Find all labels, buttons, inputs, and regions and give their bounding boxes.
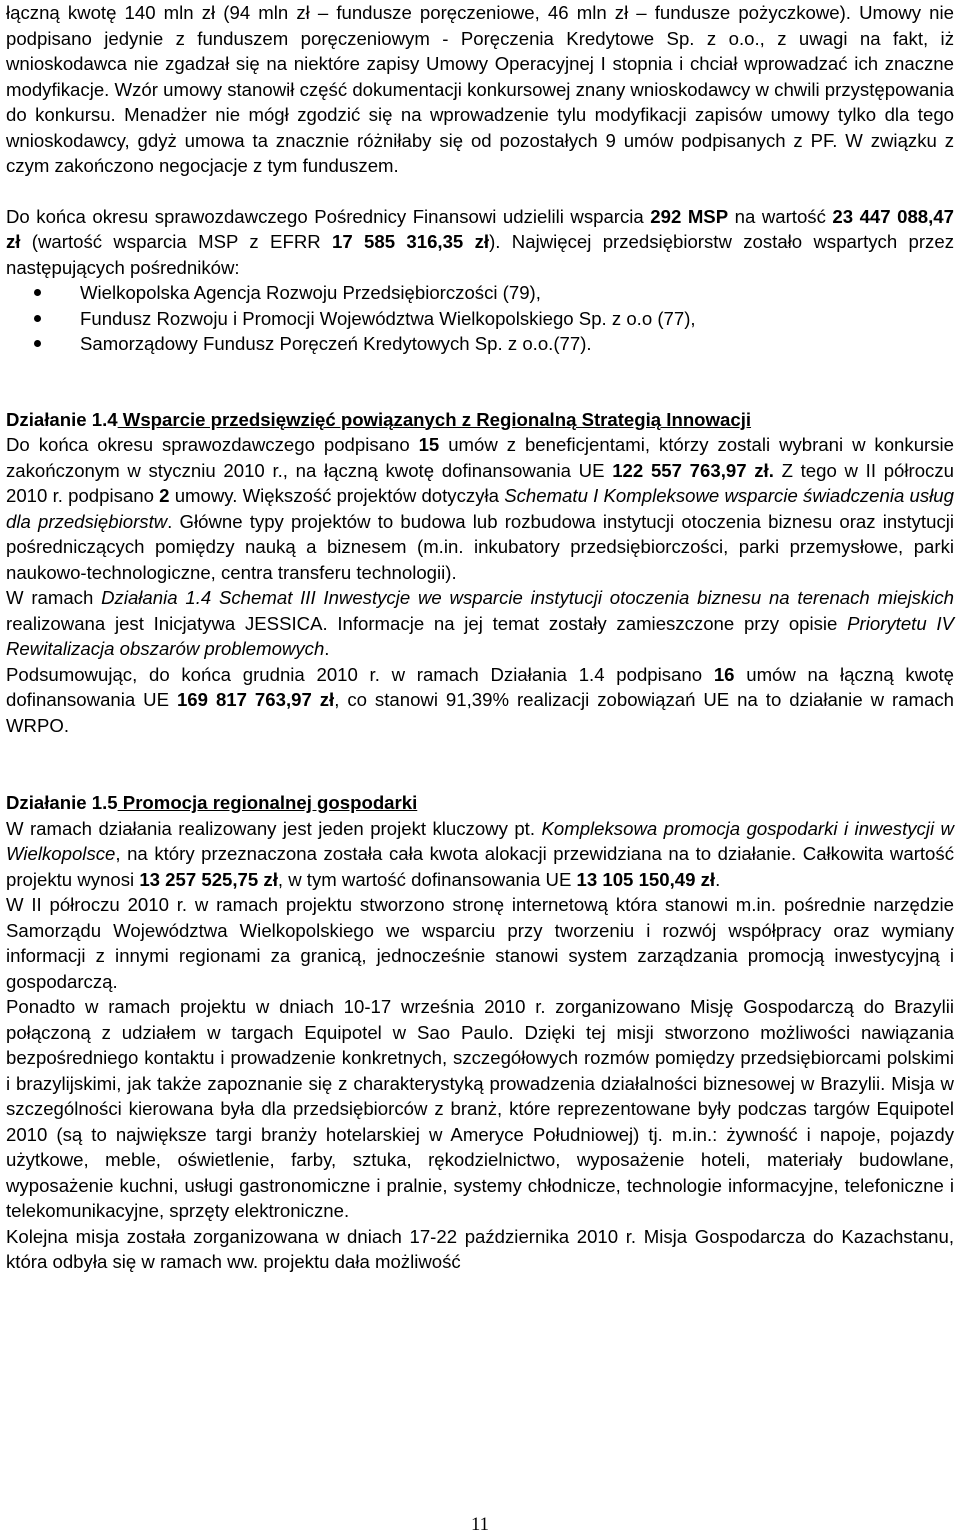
intermediaries-list (6, 280, 954, 357)
list-item: Samorządowy Fundusz Poręczeń Kredytowych Sp. z o.o.(77). (6, 331, 954, 357)
paragraph-1-4-jessica: W ramach Działania 1.4 Schemat III Inwestycje we wsparcie instytucji otoczenia biznesu na terenach miejskich realizowana jest Inicjatywa JESSICA. Informacje na jej temat zostały zamieszczone przy opisie Priorytetu IV Rewitalizacja obszarów problemowych. (6, 587, 954, 659)
paragraph-1-5-website: W II półroczu 2010 r. w ramach projektu stworzono stronę internetową która stanowi m.in. pośrednie narzędzie Samorządu Województwa Wielkopolskiego we wsparciu przy tworzeniu i rozwój współpracy oraz wymiany informacji z innymi regionami za granicą, jednocześnie stanowi system zarządzania promocją inwestycyjną i gospodarczą. (6, 894, 954, 992)
paragraph-1-5-project: W ramach działania realizowany jest jeden projekt kluczowy pt. Kompleksowa promocja gospodarki i inwestycji w Wielkopolsce, na który przeznaczona została cała kwota alokacji przewidziana na to działanie. Całkowita wartość projektu wynosi 13 257 525,75 zł, w tym wartość dofinansowania UE 13 105 150,49 zł. (6, 817, 954, 890)
section-heading-1-5: Działanie 1.5 Promocja regionalnej gospodarki (6, 792, 418, 813)
paragraph-1-5-brazil-mission: Ponadto w ramach projektu w dniach 10-17 września 2010 r. zorganizowano Misję Gospodarczą do Brazylii połączoną z udziałem w targach Equipotel w Sao Paulo. Dzięki tej misji stworzono możliwości nawiązania bezpośredniego kontaktu i prowadzenie konkretnych, szczegółowych rozmów pomiędzy przedsiębiorcami polskimi i brazylijskimi, jak także zapoznanie się z charakterystyką prowadzenia działalności biznesowej w Brazylii. Misja w szczególności kierowana była dla przedsiębiorców z branż, które reprezentowane były podczas targów Equipotel 2010 (są to największe targi branży hotelarskiej w Ameryce Południowej) tj. m.in.: żywność i napoje, pojazdy użytkowe, meble, oświetlenie, farby, sztuka, rękodzielnictwo, wyposażenie hoteli, materiały budowlane, wyposażenie kuchni, usługi gastronomiczne i pralnie, systemy chłodnicze, technologie informacyjne, telefoniczne i telekomunikacyjne, sprzęty elektroniczne. (6, 996, 954, 1221)
list-item: Fundusz Rozwoju i Promocji Województwa Wielkopolskiego Sp. z o.o (77), (6, 306, 954, 332)
paragraph-intermediaries-support: Do końca okresu sprawozdawczego Pośrednicy Finansowi udzielili wsparcia 292 MSP na wartość 23 447 088,47 zł (wartość wsparcia MSP z EFRR 17 585 316,35 zł). Najwięcej przedsiębiorstw zostało wspartych przez następujących pośredników: (6, 205, 954, 278)
paragraph-1-4-contracts: Do końca okresu sprawozdawczego podpisano 15 umów z beneficjentami, którzy zostali wybrani w konkursie zakończonym w styczniu 2010 r., na łączną kwotę dofinansowania UE 122 557 763,97 zł. Z tego w II półroczu 2010 r. podpisano 2 umowy. Większość projektów dotyczyła Schematu I Kompleksowe wsparcie świadczenia usług dla przedsiębiorstw. Główne typy projektów to budowa lub rozbudowa instytucji otoczenia biznesu oraz instytucji pośredniczących pomiędzy nauką a biznesem (m.in. inkubatory przedsiębiorczości, parki przemysłowe, parki naukowo-technologiczne, centra transferu technologii). (6, 434, 955, 583)
document-page (6, 0, 954, 1275)
list-item: Wielkopolska Agencja Rozwoju Przedsiębiorczości (79), (6, 280, 954, 306)
paragraph-1-5-kazakhstan-mission: Kolejna misja została zorganizowana w dniach 17-22 października 2010 r. Misja Gospodarcza do Kazachstanu, która odbyła się w ramach ww. projektu dała możliwość (6, 1225, 954, 1272)
page-number: 11 (471, 1514, 489, 1535)
paragraph-1-4-summary: Podsumowując, do końca grudnia 2010 r. w ramach Działania 1.4 podpisano 16 umów na łączną kwotę dofinansowania UE 169 817 763,97 zł, co stanowi 91,39% realizacji zobowiązań UE na to działanie w ramach WRPO. (6, 663, 954, 736)
paragraph-funds-summary: łączną kwotę 140 mln zł (94 mln zł – fundusze poręczeniowe, 46 mln zł – fundusze pożyczkowe). Umowy nie podpisano jedynie z funduszem poręczeniowym - Poręczenia Kredytowe Sp. z o.o., z uwagi na fakt, iż wnioskodawca nie zgadzał się na niektóre zapisy Umowy Operacyjnej I stopnia i chciał wprowadzać ich znaczne modyfikacje. Wzór umowy stanowił część dokumentacji konkursowej znany wnioskodawcy w chwili przystępowania do konkursu. Menadżer nie mógł zgodzić się na wprowadzenie tylu modyfikacji zapisów umowy tylko dla tego wnioskodawcy, gdyż umowa ta znacznie różniłaby się od pozostałych 9 umów podpisanych z PF. W związku z czym zakończono negocjacje z tym funduszem. (6, 2, 954, 176)
section-heading-1-4: Działanie 1.4 Wsparcie przedsięwzięć powiązanych z Regionalną Strategią Innowacji (6, 408, 752, 430)
